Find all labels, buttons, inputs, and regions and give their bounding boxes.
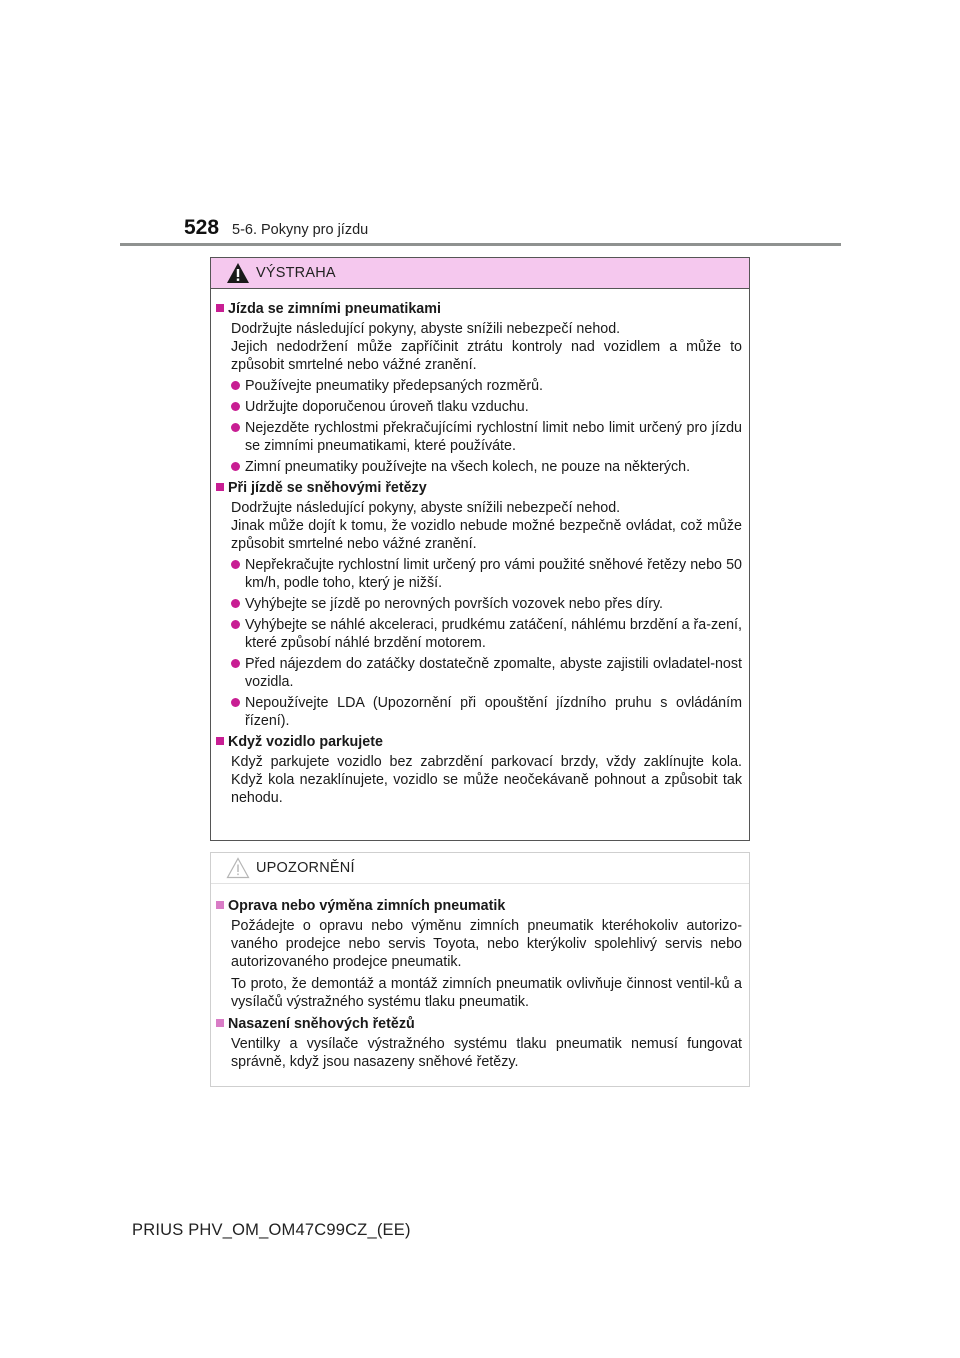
round-bullet-icon: [231, 620, 240, 629]
caution-section-heading: [216, 897, 742, 915]
header-rule: [120, 243, 841, 246]
list-item-text: Udržujte doporučenou úroveň tlaku vzduchu.: [245, 399, 529, 415]
warning-section-heading: [216, 733, 742, 751]
heading-text: Nasazení sněhových řetězů: [228, 1016, 415, 1032]
warning-box-title: VÝSTRAHA: [256, 265, 336, 281]
paragraph: Jejich nedodržení může zapříčinit ztrátu kontroly nad vozidlem a může to způsobit smrtelné nebo vážné zranění.: [231, 339, 742, 373]
list-item: [216, 556, 742, 592]
list-item: [216, 377, 742, 395]
caution-box-body: [211, 884, 749, 1071]
paragraph: Ventilky a vysílače výstražného systému tlaku pneumatik nemusí fungovat správně, když jsou nasazeny sněhové řetězy.: [231, 1036, 742, 1070]
caution-section-heading: [216, 1015, 742, 1033]
warning-box-body: [211, 289, 749, 807]
list-item: [216, 655, 742, 691]
section-title: 5-6. Pokyny pro jízdu: [232, 222, 369, 238]
paragraph: To proto, že demontáž a montáž zimních pneumatik ovlivňuje činnost ventil-ků a vysílačů výstražného systému tlaku pneumatik.: [231, 976, 742, 1010]
heading-text: Jízda se zimními pneumatikami: [228, 301, 441, 317]
square-bullet-icon: [216, 304, 224, 312]
caution-box: [210, 852, 750, 1087]
heading-text: Při jízdě se sněhovými řetězy: [228, 480, 427, 496]
round-bullet-icon: [231, 402, 240, 411]
list-item: [216, 694, 742, 730]
paragraph: Dodržujte následující pokyny, abyste snížili nebezpečí nehod.: [231, 321, 621, 337]
warning-section-heading: [216, 300, 742, 318]
square-bullet-icon: [216, 737, 224, 745]
warning-section-heading: [216, 479, 742, 497]
round-bullet-icon: [231, 659, 240, 668]
list-item: [216, 398, 742, 416]
round-bullet-icon: [231, 381, 240, 390]
square-bullet-icon: [216, 483, 224, 491]
list-item-text: Vyhýbejte se náhlé akceleraci, prudkému zatáčení, náhlému brzdění a řa-zení, které způsobí náhlé brzdění motorem.: [245, 617, 742, 651]
square-bullet-icon: [216, 1019, 224, 1027]
caution-box-title: UPOZORNĚNÍ: [256, 860, 355, 876]
list-item-text: Používejte pneumatiky předepsaných rozměrů.: [245, 378, 544, 394]
footer-document-code: PRIUS PHV_OM_OM47C99CZ_(EE): [132, 1221, 411, 1239]
round-bullet-icon: [231, 698, 240, 707]
paragraph: Požádejte o opravu nebo výměnu zimních pneumatik kteréhokoliv autorizo-vaného prodejce nebo servis Toyota, nebo kterýkoliv spolehlivý servis nebo autorizovaného prodejce pneumatik.: [231, 918, 742, 970]
list-item: [216, 458, 742, 476]
warning-box-header: [211, 258, 749, 289]
paragraph: Jinak může dojít k tomu, že vozidlo nebude možné bezpečně ovládat, což může způsobit smrtelné nebo vážné zranění.: [231, 518, 742, 552]
round-bullet-icon: [231, 560, 240, 569]
list-item-text: Před nájezdem do zatáčky dostatečně zpomalte, abyste zajistili ovladatel-nost vozidla.: [245, 656, 742, 690]
heading-text: Oprava nebo výměna zimních pneumatik: [228, 898, 506, 914]
heading-text: Když vozidlo parkujete: [228, 734, 383, 750]
square-bullet-icon: [216, 901, 224, 909]
list-item-text: Vyhýbejte se jízdě po nerovných površích vozovek nebo přes díry.: [245, 596, 664, 612]
list-item-text: Zimní pneumatiky používejte na všech kolech, ne pouze na některých.: [245, 459, 691, 475]
warning-triangle-icon: [226, 262, 250, 284]
list-item-text: Nepoužívejte LDA (Upozornění při opouštění jízdního pruhu s ovládáním řízení).: [245, 695, 742, 729]
round-bullet-icon: [231, 462, 240, 471]
list-item-text: Nepřekračujte rychlostní limit určený pro vámi použité sněhové řetězy nebo 50 km/h, podle toho, který je nižší.: [245, 557, 742, 591]
paragraph: Když parkujete vozidlo bez zabrzdění parkovací brzdy, vždy zaklínujte kola. Když kola nezaklínujete, vozidlo se může neočekávaně pohnout a způsobit tak nehodu.: [231, 754, 742, 806]
list-item-text: Nejezděte rychlostmi překračujícími rychlostní limit nebo limit určený pro jízdu se zimními pneumatikami, které používáte.: [245, 420, 742, 454]
page-number: 528: [184, 216, 220, 239]
list-item: [216, 419, 742, 455]
caution-triangle-icon: [226, 857, 250, 879]
list-item: [216, 616, 742, 652]
caution-box-header: [211, 853, 749, 884]
warning-box: [210, 257, 750, 841]
round-bullet-icon: [231, 599, 240, 608]
list-item: [216, 595, 742, 613]
paragraph: Dodržujte následující pokyny, abyste snížili nebezpečí nehod.: [231, 500, 621, 516]
round-bullet-icon: [231, 423, 240, 432]
